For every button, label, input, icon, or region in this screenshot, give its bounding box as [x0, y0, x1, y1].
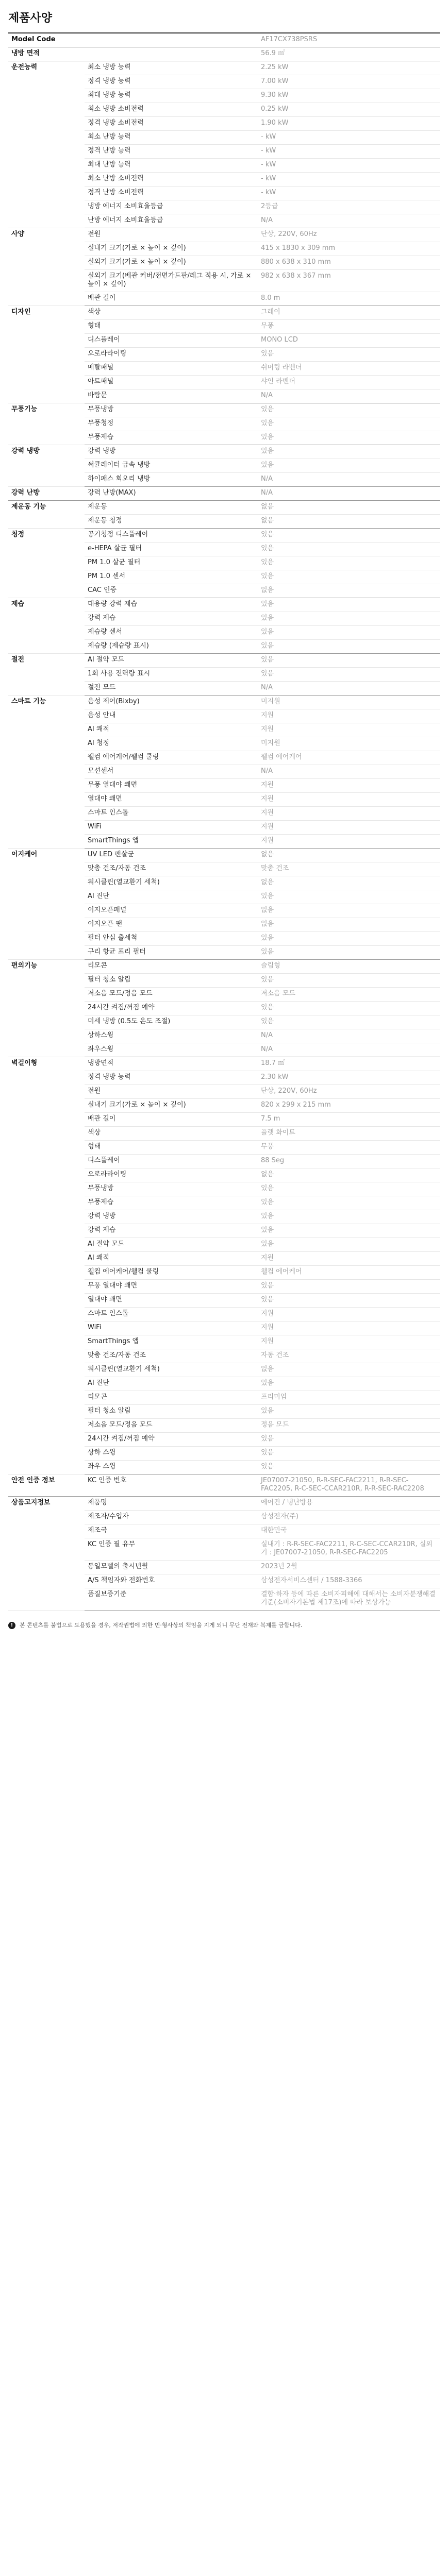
spec-item-value: 있음: [258, 1182, 440, 1196]
spec-item-value: 미지원: [258, 737, 440, 751]
spec-table-body: [8, 33, 440, 1611]
spec-item-label: 품질보증기준: [85, 1588, 258, 1611]
spec-item-value: 있음: [258, 668, 440, 682]
spec-item-label: PM 1.0 살균 필터: [85, 556, 258, 570]
spec-item-value: 무풍: [258, 320, 440, 334]
spec-row: [8, 1057, 440, 1071]
spec-item-label: 써큘레이터 급속 냉방: [85, 459, 258, 473]
spec-item-label: 강력 제습: [85, 1224, 258, 1238]
spec-item-value: 있음: [258, 890, 440, 904]
spec-item-label: [85, 33, 258, 47]
spec-item-value: 415 x 1830 x 309 mm: [258, 242, 440, 256]
spec-item-label: 맞춤 건조/자동 건조: [85, 862, 258, 876]
spec-item-label: 동일모델의 출시년월: [85, 1561, 258, 1574]
spec-item-label: 웰컴 에어케어/웰컴 쿨링: [85, 1266, 258, 1280]
spec-item-value: 있음: [258, 417, 440, 431]
spec-item-label: 무풍청정: [85, 417, 258, 431]
spec-row: [8, 696, 440, 709]
spec-item-value: - kW: [258, 173, 440, 187]
spec-item-label: 정격 난방 능력: [85, 145, 258, 159]
spec-item-label: 제운동 청정: [85, 515, 258, 529]
spec-item-value: AF17CX738PSRS: [258, 33, 440, 47]
spec-item-label: 제습량 (제습량 표시): [85, 640, 258, 654]
spec-item-value: 지원: [258, 1335, 440, 1349]
spec-category: Model Code: [8, 33, 85, 47]
spec-item-label: WiFi: [85, 821, 258, 835]
spec-item-label: AI 쾌적: [85, 723, 258, 737]
spec-item-label: 무풍냉방: [85, 403, 258, 417]
spec-item-label: 정격 냉방 능력: [85, 75, 258, 89]
spec-item-value: 정음 모드: [258, 1419, 440, 1433]
spec-item-label: 상하스윙: [85, 1029, 258, 1043]
spec-item-label: 제품명: [85, 1497, 258, 1511]
spec-item-value: 있음: [258, 932, 440, 946]
spec-item-value: 없음: [258, 515, 440, 529]
spec-item-value: JE07007-21050, R-R-SEC-FAC2211, R-R-SEC-FAC2205, R-C-SEC-CCAR210R, R-R-SEC-RAC2208: [258, 1475, 440, 1497]
spec-item-value: 삼성전자서비스센터 / 1588-3366: [258, 1574, 440, 1588]
spec-item-value: 그레이: [258, 306, 440, 320]
spec-item-value: 자동 건조: [258, 1349, 440, 1363]
spec-item-value: 982 x 638 x 367 mm: [258, 270, 440, 292]
spec-item-label: 실내기 크기(가로 × 높이 × 깊이): [85, 1099, 258, 1113]
spec-item-value: MONO LCD: [258, 334, 440, 348]
spec-item-label: 제운동: [85, 501, 258, 515]
spec-item-label: 이지오픈패널: [85, 904, 258, 918]
spec-row: [8, 501, 440, 515]
spec-item-value: 프리미엄: [258, 1391, 440, 1405]
spec-item-value: 2.30 kW: [258, 1071, 440, 1085]
spec-item-label: 무풍제습: [85, 431, 258, 445]
spec-item-value: 있음: [258, 626, 440, 640]
spec-category: 안전 인증 정보: [8, 1475, 85, 1497]
spec-item-value: 있음: [258, 640, 440, 654]
spec-item-value: 있음: [258, 543, 440, 556]
spec-item-label: 미세 냉방 (0.5도 온도 조절): [85, 1015, 258, 1029]
spec-item-value: - kW: [258, 131, 440, 145]
spec-item-label: WiFi: [85, 1321, 258, 1335]
spec-item-label: PM 1.0 센서: [85, 570, 258, 584]
spec-item-value: 18.7 ㎡: [258, 1057, 440, 1071]
spec-item-value: N/A: [258, 473, 440, 487]
spec-item-value: 웰컴 에어케어: [258, 1266, 440, 1280]
spec-item-label: 실외기 크기(베관 커버/전면가드판/레그 적용 시, 가로 × 높이 × 깊이): [85, 270, 258, 292]
spec-item-label: 음성 안내: [85, 709, 258, 723]
spec-item-value: 있음: [258, 1294, 440, 1308]
spec-item-label: 오로라라이팅: [85, 348, 258, 362]
spec-item-label: 열대야 쾌면: [85, 793, 258, 807]
spec-item-value: 있음: [258, 1405, 440, 1419]
spec-item-value: N/A: [258, 765, 440, 779]
spec-item-value: 있음: [258, 445, 440, 459]
spec-row: [8, 61, 440, 75]
spec-item-label: AI 쾌적: [85, 1252, 258, 1266]
spec-item-label: 냉방면적: [85, 1057, 258, 1071]
spec-item-label: 구리 항균 프리 필터: [85, 946, 258, 960]
spec-category: 절전: [8, 654, 85, 696]
spec-item-label: 배관 길이: [85, 292, 258, 306]
spec-item-label: SmartThings 앱: [85, 835, 258, 849]
spec-item-value: 있음: [258, 1461, 440, 1475]
spec-item-value: N/A: [258, 682, 440, 696]
spec-category: 상품고지정보: [8, 1497, 85, 1611]
spec-item-value: 있음: [258, 1377, 440, 1391]
spec-item-label: 최소 난방 소비전력: [85, 173, 258, 187]
spec-item-value: 슬림형: [258, 960, 440, 974]
spec-item-value: 있음: [258, 1238, 440, 1252]
spec-category: 강력 난방: [8, 487, 85, 501]
spec-category: 스마트 기능: [8, 696, 85, 849]
spec-row: [8, 306, 440, 320]
spec-row: [8, 1497, 440, 1511]
spec-item-label: 메탈패널: [85, 362, 258, 376]
notice-text: 본 콘텐츠를 불법으로 도용했을 경우, 저작권법에 의한 민·형사상의 책임을 지게 되니 무단 전재와 복제를 금합니다.: [20, 1622, 303, 1629]
spec-item-label: AI 청정: [85, 737, 258, 751]
spec-item-value: 있음: [258, 1224, 440, 1238]
spec-item-label: 이지오픈 팬: [85, 918, 258, 932]
spec-item-value: 1.90 kW: [258, 117, 440, 131]
spec-item-label: KC 인증 번호: [85, 1475, 258, 1497]
spec-item-label: 최소 난방 능력: [85, 131, 258, 145]
spec-item-value: 없음: [258, 584, 440, 598]
spec-row: [8, 487, 440, 501]
spec-row: [8, 849, 440, 862]
spec-category: 편의기능: [8, 960, 85, 1057]
spec-item-value: 9.30 kW: [258, 89, 440, 103]
spec-item-value: 있음: [258, 1015, 440, 1029]
spec-item-value: 있음: [258, 570, 440, 584]
spec-item-value: 지원: [258, 821, 440, 835]
spec-item-value: 있음: [258, 431, 440, 445]
spec-item-label: 강력 냉방: [85, 1210, 258, 1224]
spec-item-value: 88 Seg: [258, 1155, 440, 1168]
spec-item-label: 최소 냉방 능력: [85, 61, 258, 75]
spec-item-value: 2등급: [258, 200, 440, 214]
spec-item-value: 있음: [258, 403, 440, 417]
spec-item-label: 실내기 크기(가로 × 높이 × 깊이): [85, 242, 258, 256]
spec-item-value: N/A: [258, 1043, 440, 1057]
spec-item-label: 아트패널: [85, 376, 258, 389]
spec-item-value: 에어컨 / 냉난방용: [258, 1497, 440, 1511]
spec-category: 이지케어: [8, 849, 85, 960]
spec-item-label: 무풍제습: [85, 1196, 258, 1210]
spec-item-label: 필터 청소 알림: [85, 1405, 258, 1419]
spec-item-value: 있음: [258, 1002, 440, 1015]
spec-item-value: 없음: [258, 904, 440, 918]
spec-item-value: 없음: [258, 501, 440, 515]
spec-item-value: - kW: [258, 159, 440, 173]
spec-row: [8, 1475, 440, 1497]
spec-item-value: 저소음 모드: [258, 988, 440, 1002]
spec-item-value: 7.00 kW: [258, 75, 440, 89]
spec-item-value: 없음: [258, 918, 440, 932]
spec-item-label: 색상: [85, 1127, 258, 1141]
spec-item-label: e-HEPA 살균 필터: [85, 543, 258, 556]
spec-item-label: 워시클린(열교환기 세척): [85, 876, 258, 890]
spec-item-value: 지원: [258, 1308, 440, 1321]
spec-item-label: 스마트 인스톨: [85, 1308, 258, 1321]
spec-item-label: 오로라라이팅: [85, 1168, 258, 1182]
spec-item-label: 필터 안심 출세척: [85, 932, 258, 946]
spec-item-label: 1회 사용 전력량 표시: [85, 668, 258, 682]
spec-item-value: 있음: [258, 556, 440, 570]
spec-item-label: 강력 냉방: [85, 445, 258, 459]
spec-item-value: 실내기 : R-R-SEC-FAC2211, R-C-SEC-CCAR210R, 실외기 : JE07007-21050, R-R-SEC-FAC2205: [258, 1538, 440, 1561]
spec-item-label: 무풍 열대야 쾌면: [85, 779, 258, 793]
spec-item-label: 음성 제어(Bixby): [85, 696, 258, 709]
page-title: 제품사양: [8, 0, 440, 33]
spec-item-value: 있음: [258, 529, 440, 543]
spec-item-label: UV LED 팬살균: [85, 849, 258, 862]
spec-item-label: 필터 청소 알림: [85, 974, 258, 988]
spec-item-label: 대용량 강력 제습: [85, 598, 258, 612]
spec-item-label: 전원: [85, 1085, 258, 1099]
spec-item-label: 바람문: [85, 389, 258, 403]
spec-row: [8, 529, 440, 543]
spec-category: 무풍기능: [8, 403, 85, 445]
spec-item-label: 색상: [85, 306, 258, 320]
spec-row: [8, 598, 440, 612]
spec-item-value: 대한민국: [258, 1524, 440, 1538]
spec-item-label: 리모콘: [85, 960, 258, 974]
spec-item-value: 없음: [258, 849, 440, 862]
spec-item-value: 있음: [258, 459, 440, 473]
spec-item-label: 최대 난방 능력: [85, 159, 258, 173]
spec-item-value: 있음: [258, 1433, 440, 1447]
spec-item-label: 전원: [85, 228, 258, 242]
spec-table: [8, 33, 440, 1611]
spec-item-label: 웰컴 에어케어/웰컴 쿨링: [85, 751, 258, 765]
spec-item-value: 미지원: [258, 696, 440, 709]
spec-item-label: 디스플레이: [85, 334, 258, 348]
spec-item-value: 맞춤 건조: [258, 862, 440, 876]
spec-item-label: 리모콘: [85, 1391, 258, 1405]
spec-item-label: 형태: [85, 320, 258, 334]
spec-item-value: 삼성전자(주): [258, 1511, 440, 1524]
spec-item-label: 정격 냉방 능력: [85, 1071, 258, 1085]
spec-category: 디자인: [8, 306, 85, 403]
spec-item-value: 0.25 kW: [258, 103, 440, 117]
spec-row: [8, 33, 440, 47]
spec-item-value: 2.25 kW: [258, 61, 440, 75]
spec-item-value: 없음: [258, 1168, 440, 1182]
spec-row: [8, 445, 440, 459]
spec-item-value: 있음: [258, 348, 440, 362]
spec-item-label: 상하 스윙: [85, 1447, 258, 1461]
info-icon: !: [8, 1622, 15, 1629]
spec-category: 제습: [8, 598, 85, 654]
spec-item-value: 있음: [258, 654, 440, 668]
spec-row: [8, 960, 440, 974]
spec-item-label: 무풍 열대야 쾌면: [85, 1280, 258, 1294]
spec-item-label: 배관 길이: [85, 1113, 258, 1127]
spec-item-label: 저소음 모드/정음 모드: [85, 1419, 258, 1433]
spec-item-label: 좌우 스윙: [85, 1461, 258, 1475]
spec-item-label: 제조자/수입자: [85, 1511, 258, 1524]
spec-item-value: 지원: [258, 793, 440, 807]
spec-item-label: 열대야 쾌면: [85, 1294, 258, 1308]
spec-item-value: 820 x 299 x 215 mm: [258, 1099, 440, 1113]
spec-item-label: 공기청정 디스플레이: [85, 529, 258, 543]
spec-item-label: 하이패스 회오리 냉방: [85, 473, 258, 487]
spec-item-label: 제조국: [85, 1524, 258, 1538]
spec-item-value: N/A: [258, 487, 440, 501]
spec-item-value: 지원: [258, 807, 440, 821]
spec-item-label: [85, 47, 258, 61]
spec-item-label: 최대 냉방 능력: [85, 89, 258, 103]
spec-category: 사양: [8, 228, 85, 306]
spec-item-value: 지원: [258, 723, 440, 737]
spec-item-label: 정격 난방 소비전력: [85, 187, 258, 200]
spec-item-value: 플랫 화이트: [258, 1127, 440, 1141]
spec-item-label: 최소 냉방 소비전력: [85, 103, 258, 117]
copyright-notice: [8, 1611, 440, 1629]
spec-item-value: 지원: [258, 709, 440, 723]
spec-item-value: 없음: [258, 876, 440, 890]
spec-item-value: 있음: [258, 1210, 440, 1224]
spec-item-value: - kW: [258, 145, 440, 159]
spec-item-value: 있음: [258, 612, 440, 626]
spec-item-value: 단상, 220V, 60Hz: [258, 1085, 440, 1099]
spec-item-label: 냉방 에너지 소비효율등급: [85, 200, 258, 214]
spec-item-value: 쉬머링 라벤더: [258, 362, 440, 376]
spec-item-label: SmartThings 앱: [85, 1335, 258, 1349]
spec-item-value: 880 x 638 x 310 mm: [258, 256, 440, 270]
spec-item-label: 형태: [85, 1141, 258, 1155]
spec-item-value: 있음: [258, 974, 440, 988]
spec-item-label: AI 절약 모드: [85, 654, 258, 668]
spec-item-value: 있음: [258, 946, 440, 960]
spec-item-label: 제습량 센서: [85, 626, 258, 640]
spec-item-label: AI 진단: [85, 1377, 258, 1391]
spec-item-label: A/S 책임자와 전화번호: [85, 1574, 258, 1588]
spec-category: 운전능력: [8, 61, 85, 228]
spec-row: [8, 654, 440, 668]
spec-item-label: AI 절약 모드: [85, 1238, 258, 1252]
spec-item-value: - kW: [258, 187, 440, 200]
spec-category: 냉방 면적: [8, 47, 85, 61]
spec-item-label: 스마트 인스톨: [85, 807, 258, 821]
spec-item-label: 난방 에너지 소비효율등급: [85, 214, 258, 228]
spec-row: [8, 47, 440, 61]
spec-item-label: 무풍냉방: [85, 1182, 258, 1196]
spec-item-value: N/A: [258, 389, 440, 403]
spec-category: 벽걸이형: [8, 1057, 85, 1475]
spec-item-value: 단상, 220V, 60Hz: [258, 228, 440, 242]
spec-item-label: 강력 난방(MAX): [85, 487, 258, 501]
spec-item-label: 모션센서: [85, 765, 258, 779]
spec-item-value: 결함·하자 등에 따른 소비자피해에 대해서는 소비자분쟁해결기준(소비자기본법 제17조)에 따라 보상가능: [258, 1588, 440, 1611]
spec-category: 강력 냉방: [8, 445, 85, 487]
spec-item-label: 24시간 켜짐/꺼짐 예약: [85, 1433, 258, 1447]
spec-item-value: 웰컴 에어케어: [258, 751, 440, 765]
spec-item-value: 지원: [258, 779, 440, 793]
spec-item-value: 있음: [258, 1280, 440, 1294]
spec-item-label: 맞춤 건조/자동 건조: [85, 1349, 258, 1363]
spec-item-label: AI 진단: [85, 890, 258, 904]
spec-item-value: 샤인 라벤더: [258, 376, 440, 389]
spec-item-value: 무풍: [258, 1141, 440, 1155]
spec-item-value: 있음: [258, 1196, 440, 1210]
spec-category: 제운동 기능: [8, 501, 85, 529]
spec-item-label: 저소음 모드/정음 모드: [85, 988, 258, 1002]
spec-item-label: CAC 인증: [85, 584, 258, 598]
spec-item-value: 2023년 2월: [258, 1561, 440, 1574]
spec-item-value: N/A: [258, 1029, 440, 1043]
spec-item-label: 실외기 크기(가로 × 높이 × 깊이): [85, 256, 258, 270]
spec-item-label: 강력 제습: [85, 612, 258, 626]
spec-item-value: 지원: [258, 1321, 440, 1335]
spec-row: [8, 403, 440, 417]
spec-item-value: 8.0 m: [258, 292, 440, 306]
spec-item-label: 디스플레이: [85, 1155, 258, 1168]
spec-row: [8, 228, 440, 242]
spec-item-value: 있음: [258, 598, 440, 612]
spec-item-value: 지원: [258, 835, 440, 849]
spec-item-value: 7.5 m: [258, 1113, 440, 1127]
spec-item-label: 24시간 켜짐/꺼짐 예약: [85, 1002, 258, 1015]
spec-item-label: KC 인증 필 유무: [85, 1538, 258, 1561]
spec-item-label: 워시클린(열교환기 세척): [85, 1363, 258, 1377]
spec-item-label: 정격 냉방 소비전력: [85, 117, 258, 131]
spec-item-value: 있음: [258, 1447, 440, 1461]
spec-item-value: N/A: [258, 214, 440, 228]
spec-item-value: 지원: [258, 1252, 440, 1266]
spec-item-label: 좌우스윙: [85, 1043, 258, 1057]
spec-item-label: 절전 모드: [85, 682, 258, 696]
spec-category: 청정: [8, 529, 85, 598]
spec-item-value: 없음: [258, 1363, 440, 1377]
spec-item-value: 56.9 ㎡: [258, 47, 440, 61]
